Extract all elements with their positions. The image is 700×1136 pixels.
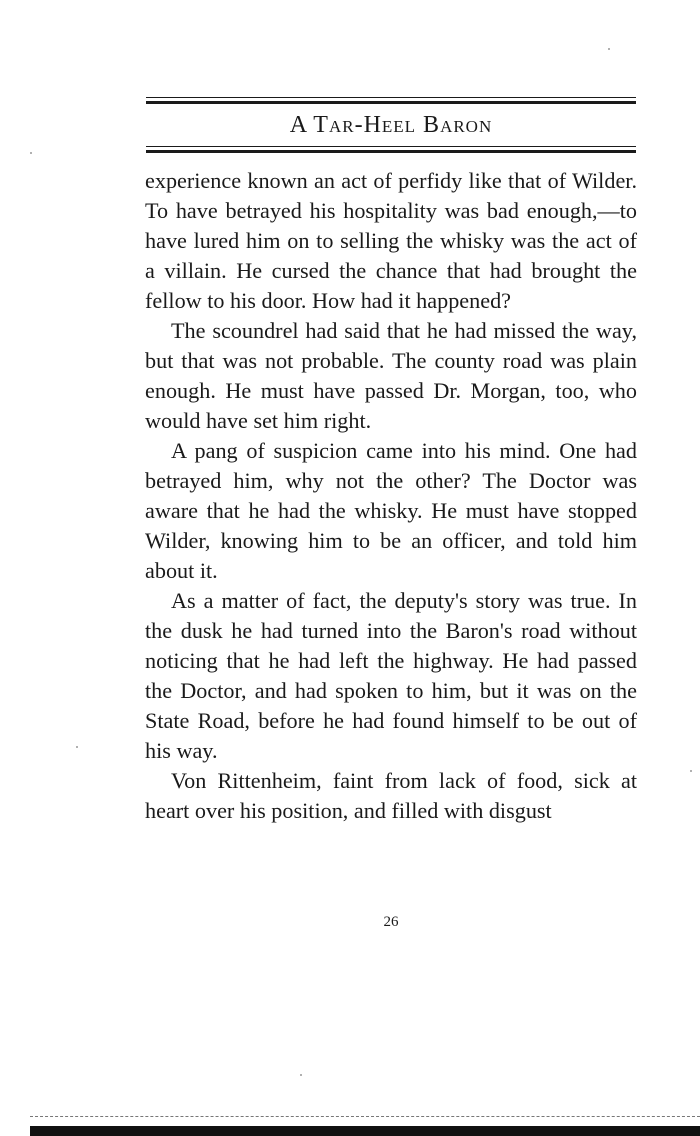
body-text [145,166,637,826]
paragraph: As a matter of fact, the deputy's story was true. In the dusk he had turned into the Baron's road without noticing that he had left the highway. He had passed the Doctor, and had spoken to him, but it was on the State Road, before he had found himself to be out of his way. [145,588,637,763]
paper-speck [76,746,78,748]
scan-edge-bar [30,1126,700,1136]
paragraph: The scoundrel had said that he had missed the way, but that was not probable. The county road was plain enough. He must have passed Dr. Morgan, too, who would have set him right. [145,318,637,433]
header-rule-top-thick [146,101,636,104]
paragraph: experience known an act of perfidy like that of Wilder. To have betrayed his hospitality was bad enough,—to have lured him on to selling the whisky was the act of a villain. He cursed the chance that had brought the fellow to his door. How had it happened? [145,168,637,313]
header-rule-top-thin [146,97,636,98]
header-rule-bottom-thick [146,150,636,153]
paper-speck [608,48,610,50]
paper-speck [30,152,32,154]
header-rule-bottom-thin [146,146,636,147]
paragraph: A pang of suspicion came into his mind. One had betrayed him, why not the other? The Doctor was aware that he had the whisky. He must have stopped Wilder, knowing him to be an officer, and told him about it. [145,438,637,583]
scan-edge-dashes [30,1116,700,1117]
paragraph: Von Rittenheim, faint from lack of food, sick at heart over his position, and filled with disgust [145,768,637,823]
page-number: 26 [383,914,399,930]
running-title: A Tar-Heel Baron [289,112,493,138]
paper-speck [690,770,692,772]
paper-speck [300,1074,302,1076]
